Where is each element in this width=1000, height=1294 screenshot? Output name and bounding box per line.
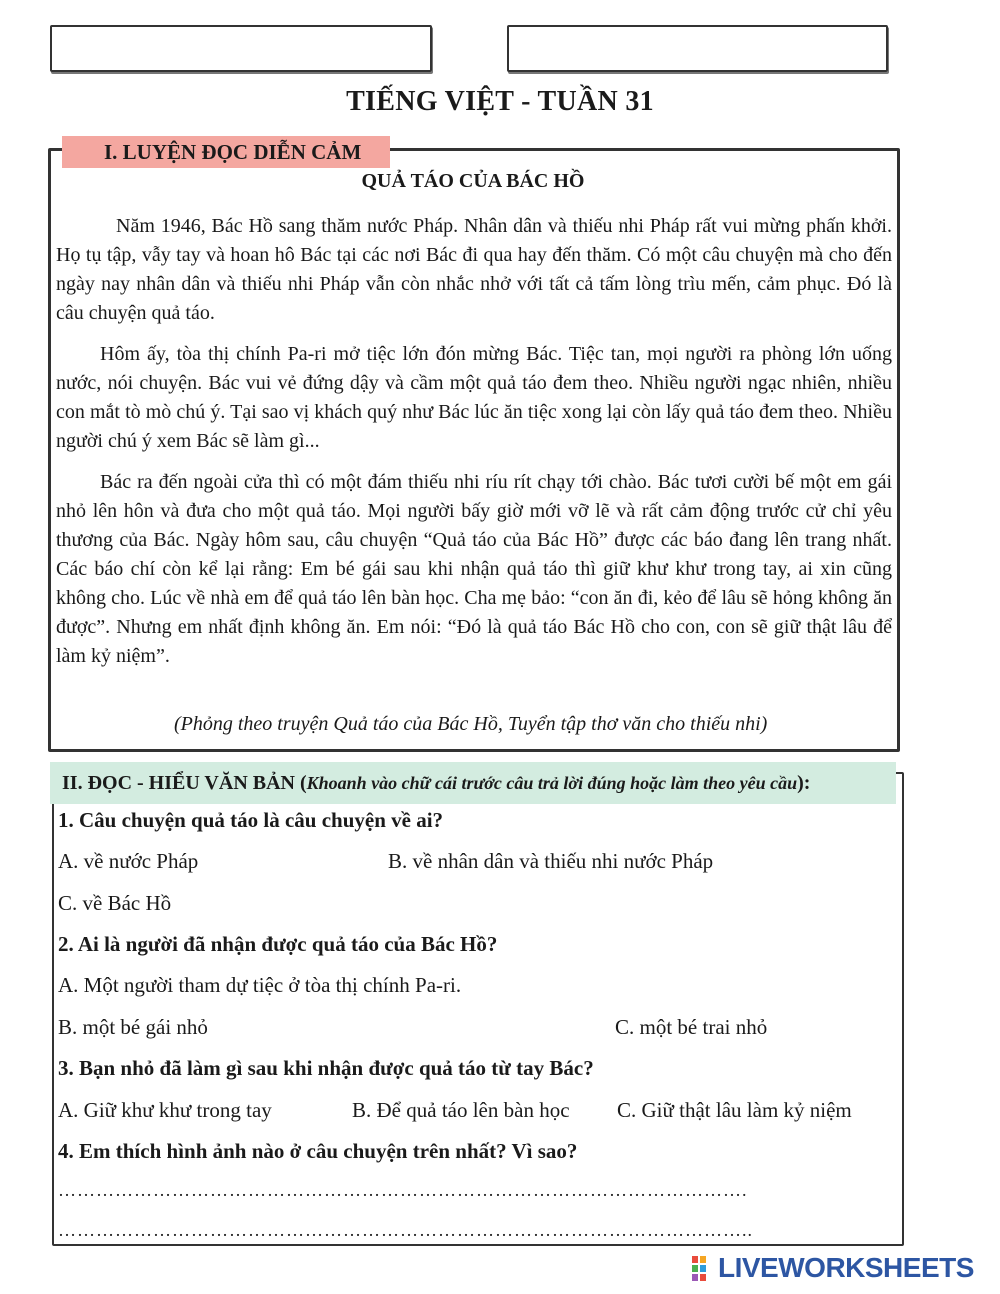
q2-option-c[interactable]: C. một bé trai nhỏ	[615, 1015, 768, 1039]
name-field-box[interactable]	[50, 25, 432, 72]
section2-label-main: II. ĐỌC - HIỂU VĂN BẢN (	[62, 772, 307, 794]
comprehension-section-frame	[52, 772, 904, 1246]
section2-label-end: ):	[797, 772, 811, 794]
q3-option-b[interactable]: B. Để quả táo lên bàn học	[352, 1098, 570, 1122]
question-1: 1. Câu chuyện quả táo là câu chuyện về ai?	[58, 808, 444, 832]
comprehension-section-label	[50, 762, 896, 804]
story-source: (Phỏng theo truyện Quả táo của Bác Hồ, Tuyển tập thơ văn cho thiếu nhi)	[174, 713, 768, 735]
q3-option-a[interactable]: A. Giữ khư khư trong tay	[58, 1098, 272, 1122]
liveworksheets-brand: LIVEWORKSHEETS	[718, 1252, 974, 1283]
liveworksheets-logo-icon	[692, 1254, 714, 1282]
story-paragraph-1: Năm 1946, Bác Hồ sang thăm nước Pháp. Nhân dân và thiếu nhi Pháp rất vui mừng phấn khởi. Họ tụ tập, vẫy tay và hoan hô Bác tại các nơi Bác đi qua hay đến thăm. Có một câu chuyện mà cho đến ngày nay nhân dân và thiếu nhi Pháp vẫn còn nhắc nhở với tất cả tấm lòng trìu mến, cảm phục. Đó là câu chuyện quả táo.	[56, 215, 892, 324]
q1-option-a[interactable]: A. về nước Pháp	[58, 849, 199, 873]
story-title: QUẢ TÁO CỦA BÁC HỒ	[361, 170, 585, 192]
story-paragraph-2: Hôm ấy, tòa thị chính Pa-ri mở tiệc lớn đón mừng Bác. Tiệc tan, mọi người ra phòng lớn uống nước, nói chuyện. Bác vui vẻ đứng dậy và cầm một quả táo đem theo. Nhiều người ngạc nhiên, nhiều con mắt tò mò chú ý. Tại sao vị khách quý như Bác lúc ăn tiệc xong lại còn lấy quả táo đem theo. Nhiều người chú ý xem Bác sẽ làm gì...	[56, 343, 892, 452]
class-field-box[interactable]	[507, 25, 888, 72]
q3-option-c[interactable]: C. Giữ thật lâu làm kỷ niệm	[617, 1098, 852, 1122]
q2-option-a[interactable]: A. Một người tham dự tiệc ở tòa thị chính Pa-ri.	[58, 973, 462, 997]
q1-option-c[interactable]: C. về Bác Hồ	[58, 891, 172, 915]
question-4: 4. Em thích hình ảnh nào ở câu chuyện trên nhất? Vì sao?	[58, 1139, 578, 1163]
answer-line-1[interactable]: ……………………………………………………………………………………………….	[58, 1180, 748, 1200]
question-3: 3. Bạn nhỏ đã làm gì sau khi nhận được quả táo từ tay Bác?	[58, 1056, 594, 1080]
q2-option-b[interactable]: B. một bé gái nhỏ	[58, 1015, 208, 1039]
reading-section-label: I. LUYỆN ĐỌC DIỄN CẢM	[62, 136, 390, 168]
liveworksheets-logo	[692, 1250, 974, 1286]
answer-line-2[interactable]: ………………………………………………………………………………………………..	[58, 1220, 753, 1240]
q1-option-b[interactable]: B. về nhân dân và thiếu nhi nước Pháp	[388, 849, 714, 873]
story-paragraph-3: Bác ra đến ngoài cửa thì có một đám thiếu nhi ríu rít chạy tới chào. Bác tươi cười bế một em gái nhỏ lên hôn và đưa cho một quả táo. Mọi người bấy giờ mới vỡ lẽ và rất cảm động trước cử chỉ yêu thương của Bác. Ngày hôm sau, câu chuyện “Quả táo của Bác Hồ” được các báo đang lên trang nhất. Các báo chí còn kể lại rằng: Em bé gái sau khi nhận quả táo thì giữ khư khư trong tay, ai xin cũng không cho. Lúc về nhà em để quả táo lên bàn học. Cha mẹ bảo: “con ăn đi, kẻo để lâu sẽ hỏng không ăn được”. Nhưng em nhất định không ăn. Em nói: “Đó là quả táo Bác Hồ cho con, con sẽ giữ thật lâu để làm kỷ niệm”.	[56, 471, 892, 667]
page-title: TIẾNG VIỆT - TUẦN 31	[346, 86, 654, 117]
section2-hint: Khoanh vào chữ cái trước câu trả lời đúng hoặc làm theo yêu cầu	[306, 773, 798, 793]
question-2: 2. Ai là người đã nhận được quả táo của Bác Hồ?	[58, 932, 498, 956]
